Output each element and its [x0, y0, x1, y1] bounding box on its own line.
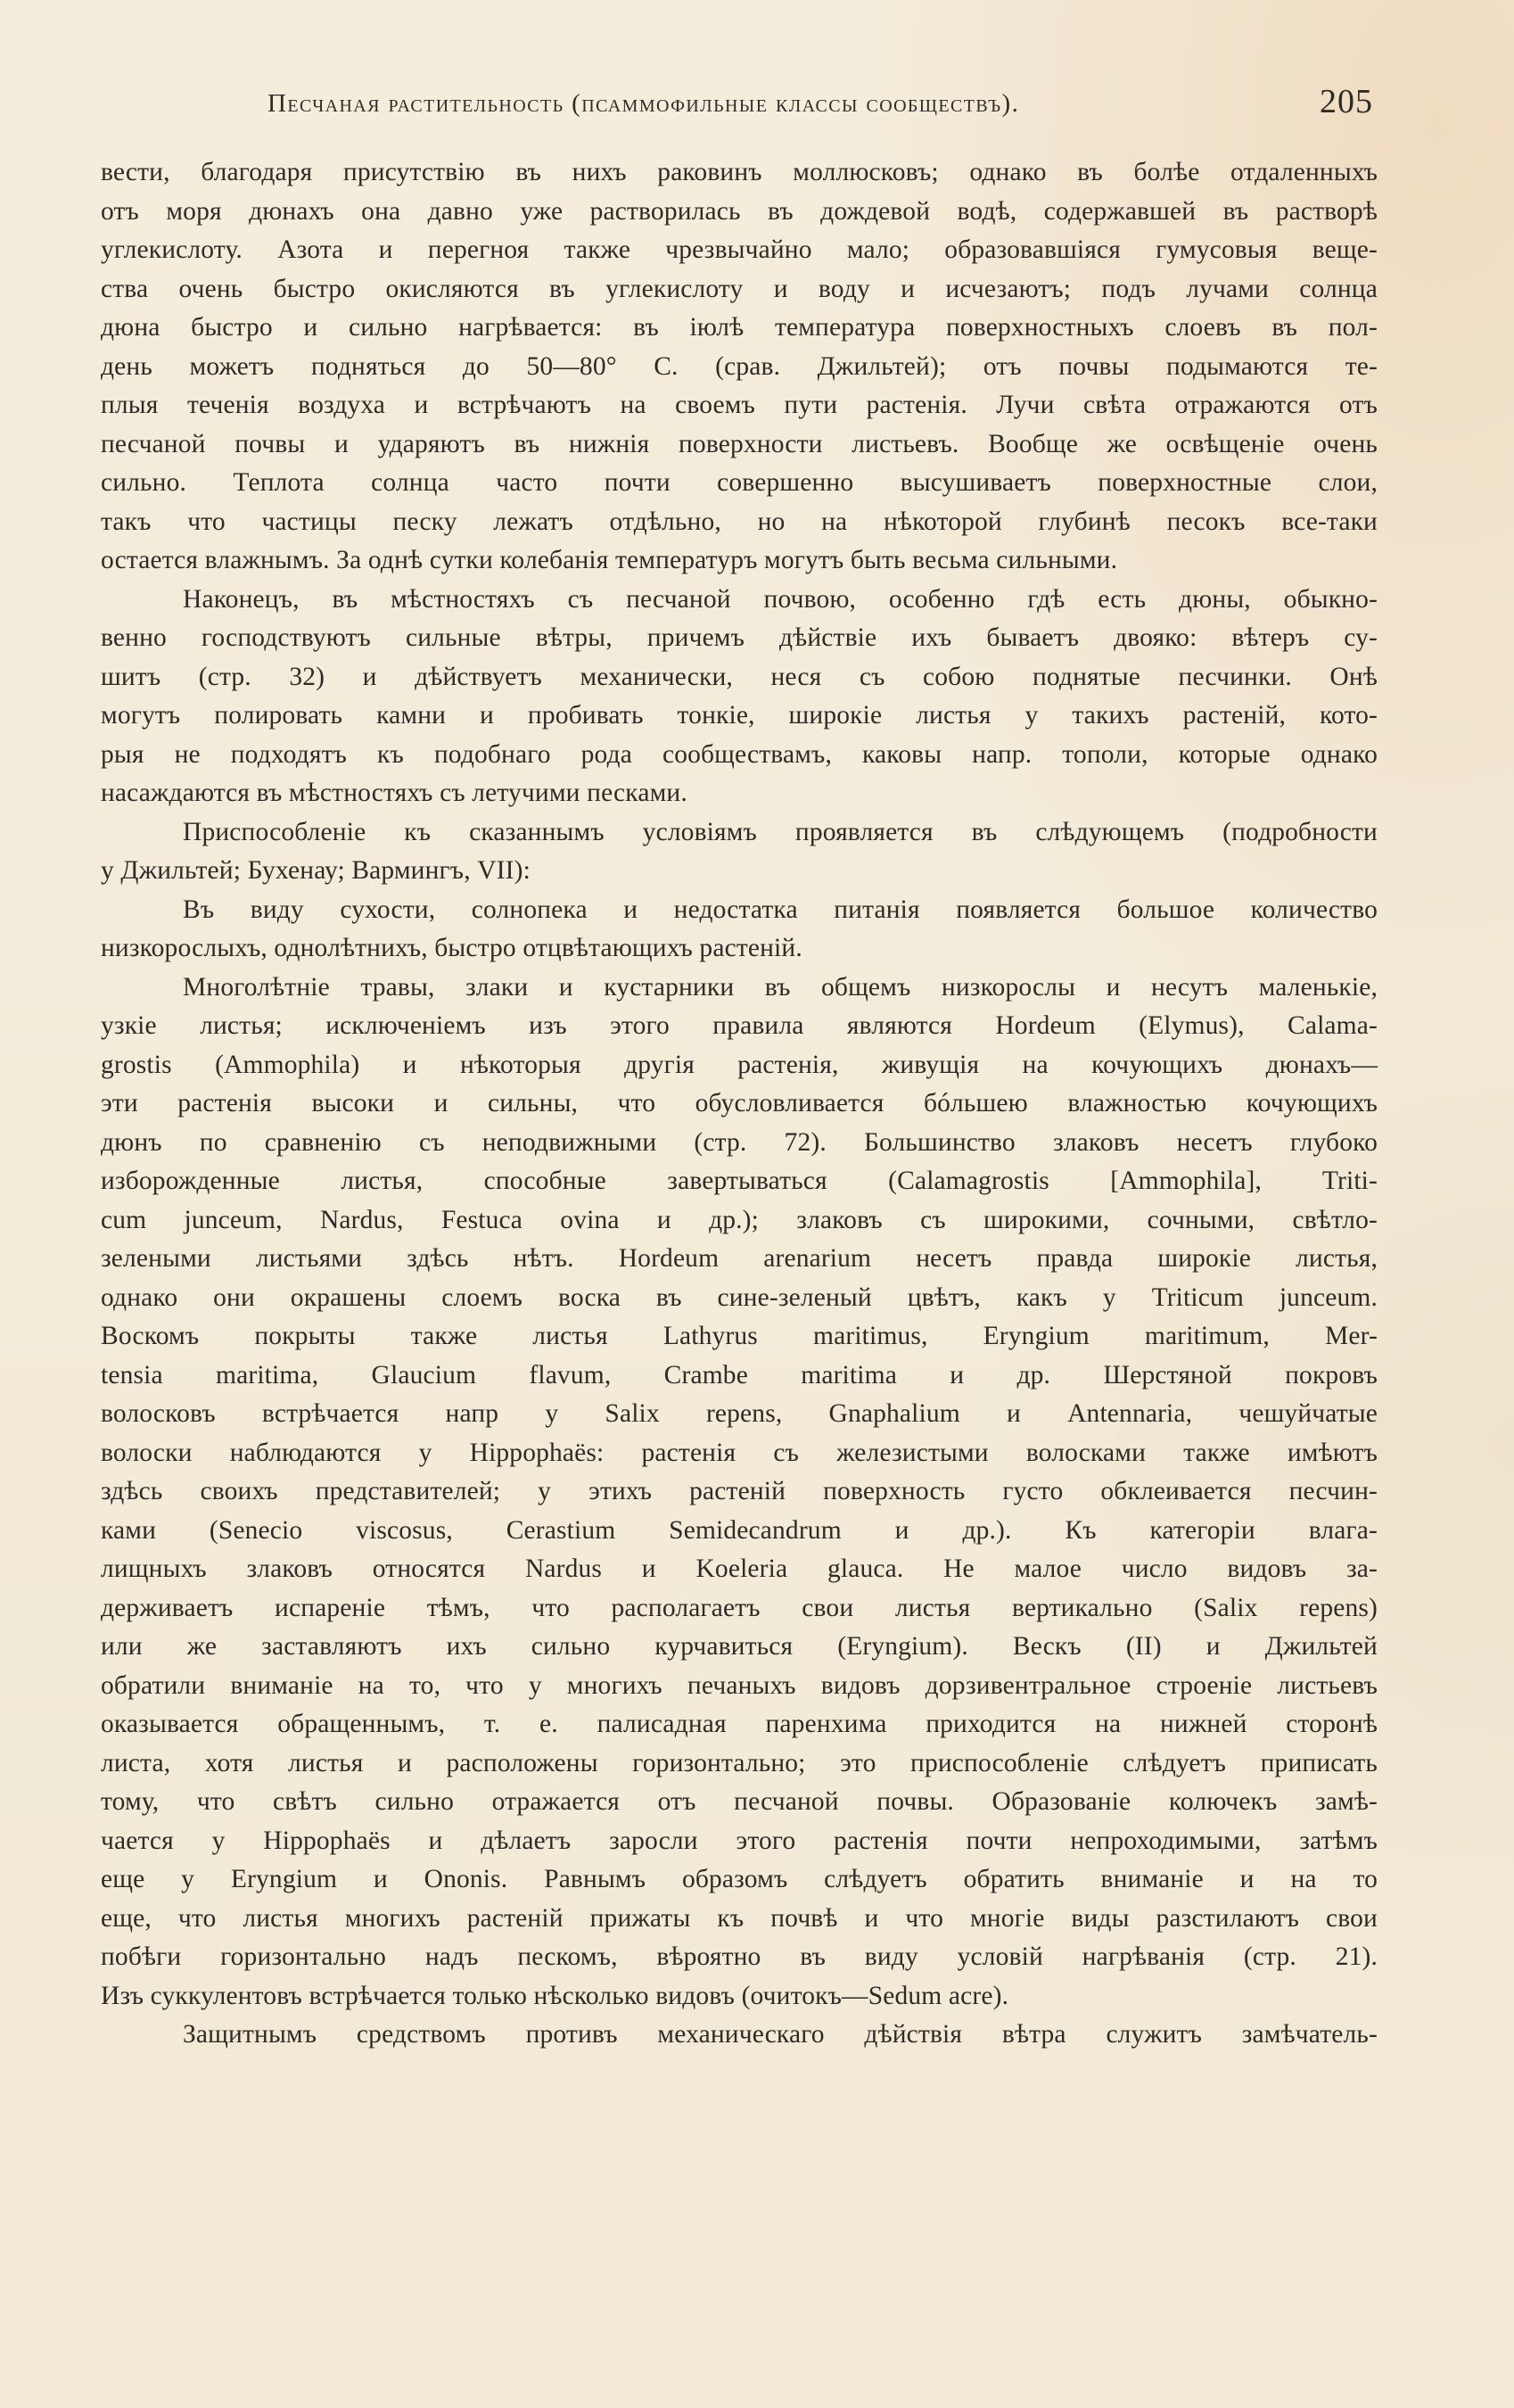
running-head: Песчаная растительность (псаммофильные классы сообществъ).: [267, 89, 1020, 118]
text-line: остается влажнымъ. За однѣ сутки колебанія температуръ могутъ быть весьма сильными.: [101, 546, 1118, 574]
text-line: дюна быстро и сильно нагрѣвается: въ іюлѣ температура поверхностныхъ слоевъ въ пол-: [101, 313, 1378, 342]
text-line: однако они окрашены слоемъ воска въ сине-зеленый цвѣтъ, какъ у Triticum junceum.: [101, 1282, 1378, 1312]
text-line: Многолѣтніе травы, злаки и кустарники въ общемъ низкорослы и несутъ маленькіе,: [183, 972, 1378, 1002]
text-line: cum junceum, Nardus, Festuca ovina и др.); злаковъ съ широкими, сочными, свѣтло-: [101, 1205, 1378, 1234]
text-line: Приспособленіе къ сказаннымъ условіямъ проявляется въ слѣдующемъ (подробности: [183, 817, 1378, 846]
text-line: tensia maritima, Glaucium flavum, Crambe maritima и др. Шерстяной покровъ: [101, 1360, 1378, 1390]
text-line: волоски наблюдаются у Hippophaës: растенія съ железистыми волосками также имѣютъ: [101, 1438, 1378, 1467]
text-line: низкорослыхъ, однолѣтнихъ, быстро отцвѣтающихъ растеній.: [101, 934, 802, 962]
text-line: дюнъ по сравненію съ неподвижными (стр. 72). Большинство злаковъ несетъ глубоко: [101, 1127, 1378, 1157]
text-line: плыя теченія воздуха и встрѣчаютъ на своемъ пути растенія. Лучи свѣта отражаются отъ: [101, 391, 1378, 419]
text-line: ками (Senecio viscosus, Cerastium Semidecandrum и др.). Къ категоріи влага-: [101, 1515, 1378, 1545]
text-line: обратили вниманіе на то, что у многихъ печаныхъ видовъ дорзивентральное строеніе листьевъ: [101, 1670, 1378, 1700]
text-line: ства очень быстро окисляются въ углекислоту и воду и исчезаютъ; подъ лучами солнца: [101, 274, 1378, 303]
text-line: шитъ (стр. 32) и дѣйствуетъ механически, неся съ собою поднятые песчинки. Онѣ: [101, 662, 1378, 691]
text-line: песчаной почвы и ударяютъ въ нижнія поверхности листьевъ. Вообще же освѣщеніе очень: [101, 429, 1378, 458]
text-line: углекислоту. Азота и перегноя также чрезвычайно мало; образовавшіяся гумусовыя веще-: [101, 235, 1378, 264]
text-line: Въ виду сухости, солнопека и недостатка питанія появляется большое количество: [183, 895, 1378, 924]
text-line: еще у Eryngium и Ononis. Равнымъ образомъ слѣдуетъ обратить вниманіе и на то: [101, 1865, 1378, 1893]
body-text: [101, 153, 1378, 2055]
text-line: изборожденные листья, способные завертываться (Calamagrostis [Ammophila], Triti-: [101, 1167, 1378, 1195]
text-line: такъ что частицы песку лежатъ отдѣльно, но на нѣкоторой глубинѣ песокъ все-таки: [101, 507, 1378, 536]
text-line: держиваетъ испареніе тѣмъ, что располагаетъ свои листья вертикально (Salix repens): [101, 1593, 1378, 1622]
text-line: рыя не подходятъ къ подобнаго рода сообществамъ, каковы напр. тополи, которые однако: [101, 739, 1378, 769]
text-line: Изъ суккулентовъ встрѣчается только нѣсколько видовъ (очитокъ—Sedum acre).: [101, 1981, 1009, 2010]
text-line: венно господствуютъ сильные вѣтры, причемъ дѣйствіе ихъ бываетъ двояко: вѣтеръ су-: [101, 623, 1378, 652]
text-line: зелеными листьями здѣсь нѣтъ. Hordeum arenarium несетъ правда широкіе листья,: [101, 1244, 1378, 1273]
text-line: волосковъ встрѣчается напр у Salix repens, Gnaphalium и Antennaria, чешуйчатые: [101, 1399, 1378, 1428]
page-header: [134, 82, 1373, 127]
text-line: узкіе листья; исключеніемъ изъ этого правила являются Hordeum (Elymus), Calama-: [101, 1011, 1378, 1040]
text-line: здѣсь своихъ представителей; у этихъ растеній поверхность густо обклеивается песчин-: [101, 1477, 1378, 1505]
text-line: лищныхъ злаковъ относятся Nardus и Koeleria glauca. Не малое число видовъ за-: [101, 1554, 1378, 1583]
text-line: Воскомъ покрыты также листья Lathyrus maritimus, Eryngium maritimum, Mer-: [101, 1322, 1378, 1350]
text-line: побѣги горизонтально надъ пескомъ, вѣроятно въ виду условій нагрѣванія (стр. 21).: [101, 1942, 1378, 1971]
text-line: день можетъ подняться до 50—80° С. (срав. Джильтей); отъ почвы подымаются те-: [101, 351, 1378, 381]
text-line: сильно. Теплота солнца часто почти совершенно высушиваетъ поверхностные слои,: [101, 468, 1378, 497]
text-line: могутъ полировать камни и пробивать тонкіе, широкіе листья у такихъ растеній, кото-: [101, 701, 1378, 730]
text-line: еще, что листья многихъ растеній прижаты къ почвѣ и что многіе виды разстилаютъ свои: [101, 1903, 1378, 1933]
text-line: насаждаются въ мѣстностяхъ съ летучими песками.: [101, 779, 687, 807]
text-line: Наконецъ, въ мѣстностяхъ съ песчаной почвою, особенно гдѣ есть дюны, обыкно-: [183, 584, 1378, 614]
text-line: или же заставляютъ ихъ сильно курчавиться (Eryngium). Вескъ (II) и Джильтей: [101, 1632, 1378, 1661]
text-line: Защитнымъ средствомъ противъ механическаго дѣйствія вѣтра служитъ замѣчатель-: [183, 2020, 1378, 2049]
text-line: вести, благодаря присутствію въ нихъ раковинъ моллюсковъ; однако въ болѣе отдаленныхъ: [101, 158, 1378, 186]
text-line: отъ моря дюнахъ она давно уже растворилась въ дождевой водѣ, содержавшей въ растворѣ: [101, 196, 1378, 226]
text-line: чается у Hippophaës и дѣлаетъ заросли этого растенія почти непроходимыми, затѣмъ: [101, 1826, 1378, 1855]
text-line: листа, хотя листья и расположены горизонтально; это приспособленіе слѣдуетъ приписать: [101, 1748, 1378, 1777]
text-line: оказывается обращеннымъ, т. е. палисадная паренхима приходится на нижней сторонѣ: [101, 1710, 1378, 1738]
page-number: 205: [1320, 83, 1373, 120]
text-line: у Джильтей; Бухенау; Вармингъ, VII):: [101, 856, 531, 885]
text-line: тому, что свѣтъ сильно отражается отъ песчаной почвы. Образованіе колючекъ замѣ-: [101, 1787, 1378, 1816]
text-line: grostis (Ammophila) и нѣкоторыя другія растенія, живущія на кочующихъ дюнахъ—: [101, 1050, 1378, 1079]
text-line: эти растенія высоки и сильны, что обусловливается бóльшею влажностью кочующихъ: [101, 1089, 1378, 1117]
